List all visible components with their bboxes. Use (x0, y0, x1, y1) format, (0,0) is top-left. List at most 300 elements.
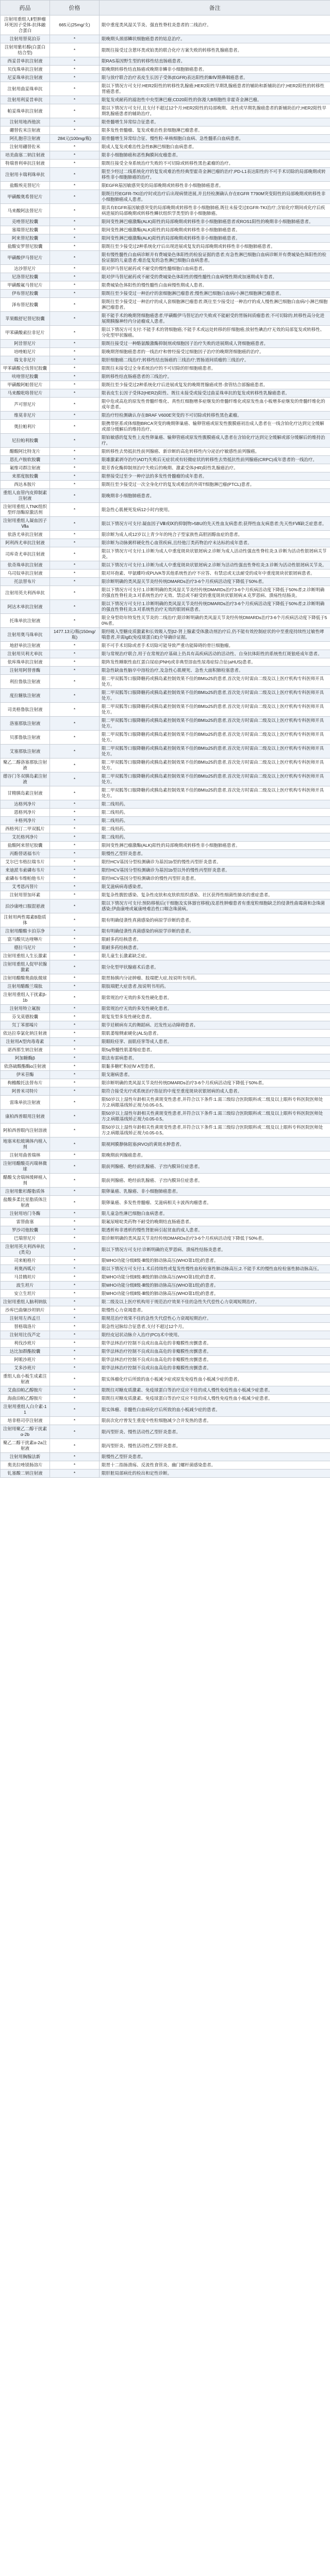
col-header-note: 备注 (100, 1, 330, 15)
note-cell: 限华法林治疗控制不良或出血高危的非瓣膜性房颤患者。 (100, 1348, 330, 1356)
price-cell: * (50, 143, 100, 151)
table-row (1, 547, 330, 561)
table-row (1, 817, 330, 825)
note-cell: 限慢性乙型肝炎患者。 (100, 850, 330, 858)
drug-name-cell: 注射用聚乙二醇干扰素α-2b (1, 1425, 50, 1439)
price-cell: * (50, 866, 100, 875)
drug-name-cell: 甲磺酸奥希替尼片 (1, 190, 50, 204)
note-cell: 限治疗经检测确认存在BRAF V600E突变的不可切除或转移性黑色素瘤。 (100, 412, 330, 420)
drug-name-cell: 托珠单抗注射液 (1, 614, 50, 628)
table-row (1, 389, 330, 398)
price-cell: * (50, 927, 100, 936)
table-row (1, 1439, 330, 1453)
price-cell: * (50, 1087, 100, 1096)
note-cell: 限阵发性睡眠性血红蛋白尿症(PNH)或非典型溶血性尿毒症综合征(aHUS)患者。 (100, 658, 330, 667)
note-cell: 限二甲双胍等口服降糖药或胰岛素控制效果不佳的BMI≥25的患者,首次处方时需由二级及以上医疗机构专科医师开具处方。 (100, 675, 330, 689)
drug-name-cell: 甲磺酸阿帕替尼片 (1, 381, 50, 389)
drug-name-cell: 注射用醋酸兰瑞肽 (1, 983, 50, 991)
drug-name-cell: 尼妥珠单抗注射液 (1, 74, 50, 82)
note-cell: 限诊断明确的类风湿关节炎经传统DMARDs治疗3-6个月疾病活动度下降低于50%者。 (100, 578, 330, 586)
table-row (1, 1013, 330, 1021)
drug-name-cell: 阿昔替尼片 (1, 340, 50, 348)
price-cell: * (50, 281, 100, 290)
price-cell: * (50, 489, 100, 503)
drug-name-cell: 安立生坦片 (1, 1290, 50, 1298)
price-cell: * (50, 104, 100, 118)
drug-name-cell: 注射用两性霉素B脂质体 (1, 913, 50, 927)
drug-name-cell: 注射用比伐芦定 (1, 1331, 50, 1339)
note-cell: 限复杂性腹腔感染、复杂性皮肤和皮肤软组织感染、社区获得性细菌性肺炎的重症患者。 (100, 891, 330, 899)
drug-name-cell: 塞瑞替尼胶囊 (1, 226, 50, 234)
table-row (1, 226, 330, 234)
note-cell: 限二线用药。 (100, 809, 330, 817)
note-cell: 限诊断明确的类风湿关节炎经传统DMARDs治疗3-6个月疾病活动度下降低于50%者。 (100, 1235, 330, 1243)
table-row (1, 600, 330, 614)
price-cell: * (50, 1046, 100, 1054)
note-cell: 限急性缺血性脑卒中溶栓治疗,及急性心肌梗死、急性大面积肺栓塞患者。 (100, 667, 330, 675)
drug-name-cell: 司库奇尤单抗注射液 (1, 547, 50, 561)
table-row (1, 290, 330, 298)
table-row (1, 1021, 330, 1030)
note-cell: 限RAS基因野生型的转移性结直肠癌患者。 (100, 57, 330, 66)
price-cell: * (50, 1339, 100, 1348)
note-cell: 限卵巢癌、乳腺癌、非小细胞肺癌患者。 (100, 1188, 330, 1196)
drug-name-cell: 注射用醋酸卡泊芬净 (1, 927, 50, 936)
price-cell: * (50, 991, 100, 1005)
note-cell: 限常规治疗无效的多发性硬化患者。 (100, 1005, 330, 1013)
drug-name-cell: 依达拉奉氯化钠注射液 (1, 1030, 50, 1038)
drug-name-cell: 达格列净片 (1, 800, 50, 809)
table-row (1, 531, 330, 539)
table-row (1, 1257, 330, 1265)
drug-name-cell: 贝那鲁肽注射液 (1, 731, 50, 745)
drug-name-cell: 康柏西普眼用注射液 (1, 1110, 50, 1124)
drug-name-cell: 西格列汀二甲双胍片 (1, 825, 50, 833)
drug-name-cell: 帕妥珠单抗注射液 (1, 104, 50, 118)
table-row (1, 1124, 330, 1137)
table-row (1, 481, 330, 489)
price-cell: * (50, 547, 100, 561)
note-cell: 限WHO功能分级Ⅱ级-Ⅲ级的肺动脉高压(WHO第1组)的患者。 (100, 1290, 330, 1298)
price-cell: * (50, 464, 100, 472)
note-cell: 限雄激素剥夺治疗(ADT)失败后无症状或有轻微症状的转移性去势抵抗性前列腺癌(CRPC)成年患者的一线治疗。 (100, 456, 330, 464)
note-cell: 限慢性心力衰竭患者。 (100, 1306, 330, 1315)
drug-name-cell: 马来酸阿法替尼片 (1, 204, 50, 218)
table-row (1, 1063, 330, 1071)
drug-name-cell: 注射用重组人Ⅱ型肿瘤坏死因子受体-抗体融合蛋白 (1, 15, 50, 35)
price-cell: * (50, 1124, 100, 1137)
note-cell: 限50岁以上湿性年龄相关性黄斑变性患者,并符合以下条件:1.需三级综合医院眼科或二级及以上眼科专科医院医师处方;2.病眼基线矫正视力0.05-0.5。 (100, 1110, 330, 1124)
drug-name-cell: 地塞米松玻璃体内植入剂 (1, 1137, 50, 1151)
table-row (1, 758, 330, 772)
note-cell: 限晚期前列腺癌患者。 (100, 1151, 330, 1160)
price-cell: * (50, 1110, 100, 1124)
price-cell: * (50, 381, 100, 389)
note-cell: 限卵巢癌、多发性骨髓瘤、艾滋病相关卡波西肉瘤患者。 (100, 1196, 330, 1210)
table-row (1, 1403, 330, 1417)
drug-name-cell: 丙酚替诺福韦片 (1, 850, 50, 858)
table-row (1, 43, 330, 57)
drug-name-cell: 硼替佐米注射液 (1, 127, 50, 135)
drug-name-cell: 来那度胺胶囊 (1, 472, 50, 481)
drug-name-cell: 伊米苷酶 (1, 1071, 50, 1079)
note-cell: 限晚期非小细胞肺癌患者。 (100, 489, 330, 503)
price-cell: * (50, 204, 100, 218)
price-cell: * (50, 1386, 100, 1395)
price-cell: * (50, 578, 100, 586)
table-row (1, 1461, 330, 1469)
table-row (1, 373, 330, 381)
note-cell: 限眼睑痉挛、面肌痉挛等成人患者。 (100, 1038, 330, 1046)
table-row (1, 204, 330, 218)
table-row (1, 273, 330, 281)
note-cell: 限经HCV基因分型检测确诊的慢性丙型肝炎患者。 (100, 875, 330, 883)
price-cell: * (50, 1188, 100, 1196)
note-cell: 限50岁以上湿性年龄相关性黄斑变性患者,并符合以下条件:1.需三级综合医院眼科或二级及以上眼科专科医院医师处方;2.病眼基线矫正视力0.05-0.5。 (100, 1124, 330, 1137)
drug-name-cell: 注射用阿替普酶 (1, 667, 50, 675)
price-cell: * (50, 118, 100, 127)
note-cell: 限对环孢素、甲氨蝶呤或PUVA等其他系统性治疗不应答、有禁忌或无法耐受的成年中重度斑块状银屑病患者。 (100, 570, 330, 578)
drug-name-cell: 马来酸吡咯替尼片 (1, 389, 50, 398)
price-cell: * (50, 614, 100, 628)
note-cell: 限丙型肝炎、慢性活动性乙型肝炎患者。 (100, 1425, 330, 1439)
table-row (1, 1137, 330, 1151)
table-row (1, 234, 330, 243)
drug-name-cell: 司美格鲁肽注射液 (1, 703, 50, 717)
note-cell: 限以下情况方可支付:1.诊断明确的类风湿关节炎经传统DMARDs治疗3-6个月疾病活动度下降低于50%者;2.诊断明确的强直性脊柱炎;3.对系统性治疗无效的银屑病患者。 (100, 600, 330, 614)
drug-name-cell: 培非格司亭注射液 (1, 1417, 50, 1425)
drug-name-cell: 达比加群酯胶囊 (1, 1348, 50, 1356)
table-row (1, 578, 330, 586)
drug-name-cell: 注射用重组人干扰素β-1b (1, 991, 50, 1005)
price-cell: * (50, 472, 100, 481)
table-row (1, 944, 330, 952)
note-cell: 限经HCV基因分型检测确诊为基因1b型以外的慢性丙型肝炎患者。 (100, 866, 330, 875)
table-row (1, 772, 330, 786)
table-row (1, 35, 330, 43)
price-cell: * (50, 772, 100, 786)
drug-name-cell: 尼拉帕利胶囊 (1, 434, 50, 448)
note-cell: 限既往至少接受过一次全身化疗的复发或难治的外周T细胞淋巴瘤(PTCL)患者。 (100, 481, 330, 489)
note-cell: 限费城染色体阳性的慢性髓性白血病慢性期成人患者。 (100, 281, 330, 290)
table-row (1, 833, 330, 842)
drug-name-cell: 芬戈莫德胶囊 (1, 1013, 50, 1021)
drug-name-cell: 注射用醋酸奥曲肽微球 (1, 974, 50, 983)
drug-name-cell: 阿达木单抗注射液 (1, 600, 50, 614)
price-cell: * (50, 703, 100, 717)
table-row (1, 991, 330, 1005)
price-cell: * (50, 1290, 100, 1298)
note-cell: 限既往至少接受过一种治疗的套细胞淋巴瘤患者;慢性淋巴细胞白血病/小淋巴细胞淋巴瘤患者。 (100, 290, 330, 298)
price-cell: * (50, 448, 100, 456)
drug-name-cell: 依洛尤单抗注射液 (1, 531, 50, 539)
drug-name-cell: 呋喹替尼胶囊 (1, 373, 50, 381)
price-cell: * (50, 1210, 100, 1218)
drug-name-cell: 注射用硼替佐米 (1, 143, 50, 151)
price-cell: * (50, 650, 100, 658)
note-cell: 限经吸入型糖皮质激素和长效吸入型β2-肾上腺素受体激动剂治疗后,仍不能有效控制症状的中至重度持续性过敏性哮喘患者,并需IgE(免疫球蛋白E)介导确诊证据。 (100, 628, 330, 642)
drug-name-cell: 注射用重组人白介素-11 (1, 1403, 50, 1417)
table-row (1, 1243, 330, 1257)
table-row (1, 960, 330, 974)
price-cell: * (50, 434, 100, 448)
note-cell: 限芳香化酶抑制剂治疗失败后的晚期、激素受体(HR)阳性乳腺癌治疗。 (100, 464, 330, 472)
drug-name-cell: 注射用紫杉醇脂质体 (1, 1188, 50, 1196)
drug-name-cell: 索磷布韦维帕他韦片 (1, 875, 50, 883)
note-cell: 限复发型多发性硬化患者。 (100, 1013, 330, 1021)
note-cell: 限至少经过二线系统化疗的复发或难治性经典型霍奇金淋巴瘤的治疗;PD-L1表达阳性的不可手术切除的局部晚期或转移性非小细胞肺癌的治疗。 (100, 168, 330, 182)
table-row (1, 57, 330, 66)
price-cell: * (50, 1469, 100, 1478)
table-row (1, 717, 330, 731)
note-cell: 限耐多药结核患者。 (100, 936, 330, 944)
price-cell: * (50, 731, 100, 745)
price-cell: * (50, 913, 100, 927)
drug-name-cell: 雷替曲塞 (1, 1218, 50, 1226)
drug-name-cell: 卡格列净片 (1, 817, 50, 825)
note-cell: 限不能手术的晚期肾细胞癌患者;甲磺酸伊马替尼治疗失败或不能耐受的胃肠间质瘤患者;不可切除的,转移性高分化进展期胰腺神经内分泌瘤成人患者。 (100, 312, 330, 326)
table-row (1, 135, 330, 143)
note-cell: 限成人复发或难治性急性B淋巴细胞白血病患者。 (100, 143, 330, 151)
table-row (1, 1054, 330, 1063)
price-cell: * (50, 899, 100, 913)
table-row (1, 182, 330, 190)
price-cell: * (50, 809, 100, 817)
price-cell: * (50, 1395, 100, 1403)
table-row (1, 850, 330, 858)
table-row (1, 517, 330, 531)
table-row (1, 82, 330, 96)
drug-name-cell: 利拉鲁肽注射液 (1, 675, 50, 689)
drug-name-cell: 克唑替尼胶囊 (1, 218, 50, 226)
drug-name-cell: 甘精胰岛素注射液 (1, 786, 50, 800)
drug-name-cell: 利伐沙班片 (1, 1339, 50, 1348)
table-row (1, 899, 330, 913)
table-row (1, 464, 330, 472)
note-cell: 限既往未接受过全身系统治疗的不可切除的肝细胞癌患者。 (100, 365, 330, 373)
price-cell: * (50, 1453, 100, 1461)
table-row (1, 1030, 330, 1038)
table-row (1, 675, 330, 689)
drug-name-cell: 泽布替尼胶囊 (1, 298, 50, 312)
price-cell: * (50, 600, 100, 614)
note-cell: 限急性心肌梗死发病12小时内使用。 (100, 503, 330, 517)
note-cell: 限以下情况方可支付:1.术后持续性或复发性慢性血栓栓塞性肺动脉高压;2.不能手术的慢性血栓栓塞性肺动脉高压。 (100, 1265, 330, 1273)
drug-name-cell: 盐酸埃克替尼片 (1, 182, 50, 190)
note-cell: 限多发性骨髓瘤、复发或难治性套细胞淋巴瘤患者。 (100, 127, 330, 135)
note-cell: 限WHO功能分级Ⅱ级-Ⅲ级的肺动脉高压(WHO第1组)的患者。 (100, 1273, 330, 1282)
note-cell: 限二甲双胍等口服降糖药或胰岛素控制效果不佳的BMI≥25的患者,首次处方时需由二级及以上医疗机构专科医师开具处方。 (100, 758, 330, 772)
table-row (1, 312, 330, 326)
note-cell: 限肝细胞癌二线治疗;转移性结直肠癌的三线治疗;胃肠道间质瘤的三线治疗。 (100, 356, 330, 365)
price-cell: * (50, 348, 100, 356)
table-row (1, 1453, 330, 1461)
drug-name-cell: 艾尔巴韦格拉瑞韦片 (1, 858, 50, 866)
note-cell: 限5q脊髓性肌萎缩症患者。 (100, 1046, 330, 1054)
drug-name-cell: 托法替布片 (1, 578, 50, 586)
table-row (1, 1386, 330, 1395)
table-row (1, 381, 330, 389)
drug-name-cell: 奥拉帕利片 (1, 420, 50, 434)
drug-name-cell: 伊布替尼胶囊 (1, 290, 50, 298)
table-row (1, 1306, 330, 1315)
table-row (1, 983, 330, 991)
drug-name-cell: 海曲泊帕乙醇胺片 (1, 1395, 50, 1403)
drug-name-cell: 洛塞那肽注射液 (1, 717, 50, 731)
drug-name-cell: 西达本胺片 (1, 481, 50, 489)
table-row (1, 340, 330, 348)
note-cell: 限铂敏感的复发性上皮性卵巢癌、输卵管癌或原发性腹膜癌成人患者在含铂化疗达到完全缓解或部分缓解后的维持治疗。 (100, 434, 330, 448)
table-row (1, 96, 330, 104)
table-row (1, 127, 330, 135)
drug-name-cell: 盐酸多柔比星脂质体注射液 (1, 1196, 50, 1210)
table-row (1, 1348, 330, 1356)
price-cell: * (50, 1054, 100, 1063)
drug-name-cell: 艾考恩丙替片 (1, 883, 50, 891)
drug-name-cell: 依洛硫酸酯酶α注射液 (1, 1063, 50, 1071)
note-cell: 限晚期头颈部鳞状细胞癌患者的姑息治疗。 (100, 35, 330, 43)
note-cell: 限以下情况方可支付:1.诊断明确的类风湿关节炎经传统DMARDs治疗3-6个月疾病活动度下降低于50%者;2.诊断明确的强直性脊柱炎;3.对系统性治疗无效、禁忌或不耐受的重度斑块状银屑病;4.克罗恩病、溃疡性结肠炎。 (100, 586, 330, 600)
note-cell: 限既往至少接受过2种系统化疗后出现进展或复发的局部晚期或转移性非小细胞肺癌患者。 (100, 243, 330, 251)
note-cell: 限以下情况方可支付:HER2阳性的转移性乳腺癌;HER2阳性早期乳腺癌患者的辅助和新辅助治疗;HER2阳性的转移性胃癌患者。 (100, 82, 330, 96)
drug-name-cell: 艾曲泊帕乙醇胺片 (1, 1386, 50, 1395)
drug-name-cell: 注射用曲妥珠单抗 (1, 82, 50, 96)
note-cell: 限有慢性髓性白血病诊断并有费城染色体阳性的检验证据的患者;有急性淋巴细胞白血病诊断并有费城染色体阳性的检验证据的儿童患者;难治复发的急性淋巴细胞白血病患者。 (100, 251, 330, 265)
table-row (1, 1210, 330, 1218)
table-row (1, 489, 330, 503)
note-cell: 限华法林治疗控制不良或出血高危的非瓣膜性房颤患者。 (100, 1364, 330, 1372)
table-row (1, 858, 330, 866)
price-cell: * (50, 800, 100, 809)
drug-name-cell: 达沙替尼片 (1, 265, 50, 273)
drug-name-cell: 氟维司群注射液 (1, 464, 50, 472)
table-body (1, 15, 330, 1478)
table-row (1, 745, 330, 758)
price-cell: * (50, 1331, 100, 1339)
price-cell: * (50, 190, 100, 204)
note-cell: 限携带胚系或体细胞BRCA突变的晚期卵巢癌、输卵管癌或原发性腹膜癌初治成人患者在一线含铂化疗达到完全缓解或部分缓解后的维持治疗。 (100, 420, 330, 434)
note-cell: 限符合接受光疗或系统治疗指征的中度至重度斑块状银屑病的成人患者。 (100, 1087, 330, 1096)
note-cell: 限与常规治疗联合,用于在常规治疗基础上仍具有高疾病活动的活动性、自身抗体阳性的系统性红斑狼疮成年患者。 (100, 650, 330, 658)
price-cell: 665元(25mg/支) (50, 15, 100, 35)
drug-name-cell: 聚乙二醇洛塞那肽注射液 (1, 758, 50, 772)
table-row (1, 265, 330, 273)
note-cell: 限既往对糖皮质激素、免疫球蛋白等治疗反应不佳的成人慢性免疫性血小板减少症患者。 (100, 1395, 330, 1403)
price-cell: * (50, 658, 100, 667)
price-cell: * (50, 243, 100, 251)
note-cell: 限诊断明确的类风湿关节炎经传统DMARDs治疗3-6个月疾病活动度下降低于50%者。 (100, 1079, 330, 1087)
drug-name-cell: 诺西那生钠注射液 (1, 1046, 50, 1054)
price-cell: * (50, 1364, 100, 1372)
price-cell: * (50, 265, 100, 273)
note-cell: 限不可手术切除或者手术切除可能导致严重功能障碍的骨巨细胞瘤。 (100, 642, 330, 650)
note-cell: 限对伊马替尼耐药或不耐受的慢性髓细胞白血病患者。 (100, 265, 330, 273)
note-cell: 限间变性淋巴瘤激酶(ALK)阳性的局部晚期或转移性非小细胞肺癌患者。 (100, 226, 330, 234)
drug-name-cell: 注射用A型肉毒毒素 (1, 1038, 50, 1046)
price-cell: * (50, 960, 100, 974)
drug-name-cell: 德谷门冬双胰岛素注射液 (1, 772, 50, 786)
drug-name-cell: 培美曲塞二钠注射液 (1, 151, 50, 160)
table-row (1, 974, 330, 983)
note-cell: 限EGFR基因敏感突变的局部晚期或转移性非小细胞肺癌患者。 (100, 182, 330, 190)
col-header-drug: 药品 (1, 1, 50, 15)
price-cell: * (50, 1137, 100, 1151)
price-cell: * (50, 96, 100, 104)
drug-name-cell: 盐酸安罗替尼胶囊 (1, 243, 50, 251)
price-cell: * (50, 858, 100, 866)
table-row (1, 218, 330, 226)
table-row (1, 689, 330, 703)
table-row (1, 866, 330, 875)
table-row (1, 1160, 330, 1174)
drug-name-cell: 苹果酸舒尼替尼胶囊 (1, 312, 50, 326)
drug-name-cell: 尼洛替尼胶囊 (1, 273, 50, 281)
table-row (1, 1087, 330, 1096)
price-cell: * (50, 1417, 100, 1425)
table-row (1, 168, 330, 182)
table-row (1, 160, 330, 168)
note-cell: 限二线用药。 (100, 817, 330, 825)
note-cell: 限非小细胞肺癌和恶性胸膜间皮瘤患者。 (100, 151, 330, 160)
note-cell: 限华法林治疗控制不良或出血高危的非瓣膜性房颤患者。 (100, 1356, 330, 1364)
drug-name-cell: 司来帕格片 (1, 1257, 50, 1265)
note-cell: 限以下情况方可支付:凝血因子Ⅷ或Ⅸ的抑制物>5BU的先天性血友病患者;获得性血友病患者;先天性FⅦ缺乏症患者。 (100, 517, 330, 531)
table-row (1, 1339, 330, 1348)
table-row (1, 434, 330, 448)
note-cell: 限既往接受全身系统治疗失败的不可切除或转移性黑色素瘤的治疗。 (100, 160, 330, 168)
table-row (1, 927, 330, 936)
table-row (1, 913, 330, 927)
note-cell: 限中重度类风湿关节炎、强直性脊柱炎患者的二线治疗。 (100, 15, 330, 35)
note-cell: 限WHO功能分级Ⅱ级-Ⅲ级的肺动脉高压(WHO第1组)的患者。 (100, 1282, 330, 1290)
note-cell: 限亨廷顿病有关的舞蹈病、迟发性运动障碍患者。 (100, 1021, 330, 1030)
drug-name-cell: 阿加糖酶β (1, 1054, 50, 1063)
price-cell: * (50, 66, 100, 74)
note-cell: 限间变性淋巴瘤激酶(ALK)阳性的局部晚期或转移性非小细胞肺癌患者。 (100, 842, 330, 850)
price-cell: * (50, 936, 100, 944)
note-cell: 限晚期转移性结直肠癌或晚期非鳞非小细胞肺癌患者。 (100, 66, 330, 74)
price-cell: * (50, 891, 100, 899)
price-cell: * (50, 1265, 100, 1273)
table-row (1, 1096, 330, 1110)
table-row (1, 1315, 330, 1323)
price-cell: * (50, 1005, 100, 1013)
drug-name-cell: 甲苯磺酸索拉非尼片 (1, 326, 50, 340)
drug-name-cell: 甲磺酸伊马替尼片 (1, 251, 50, 265)
note-cell: 限以下情况方可支付,且支付不超过12个月:HER2阳性的局部晚期、炎性或早期乳腺癌患者的新辅助治疗;HER2阳性早期乳腺癌患者的辅助治疗。 (100, 104, 330, 118)
table-row (1, 420, 330, 434)
drug-name-cell: 阿柏西普眼内注射溶液 (1, 1124, 50, 1137)
table-row (1, 243, 330, 251)
table-row (1, 356, 330, 365)
price-cell: * (50, 298, 100, 312)
price-cell: * (50, 373, 100, 381)
price-cell: * (50, 1160, 100, 1174)
table-row (1, 1323, 330, 1331)
drug-name-cell: 重组人血小板生成素注射液 (1, 1372, 50, 1386)
price-cell: * (50, 356, 100, 365)
note-cell: 限二甲双胍等口服降糖药或胰岛素控制效果不佳的BMI≥25的患者,首次处方时需由二级及以上医疗机构专科医师开具处方。 (100, 717, 330, 731)
note-cell: 限经HCV基因分型检测确诊为基因1b型的慢性丙型肝炎患者。 (100, 858, 330, 866)
drug-name-cell: 甲磺酸氟马替尼片 (1, 281, 50, 290)
price-cell: * (50, 389, 100, 398)
note-cell: 限二线用药。 (100, 825, 330, 833)
note-cell: 限黏多糖贮积症Ⅳ A型患者。 (100, 1063, 330, 1071)
table-row (1, 74, 330, 82)
table-row (1, 1196, 330, 1210)
drug-name-cell: 醋酸戈舍瑞林缓释植入剂 (1, 1174, 50, 1188)
note-cell: 限中危或高危的原发性骨髓纤维化、真性红细胞增多症继发的骨髓纤维化或原发性血小板增多症继发的骨髓纤维化的成年患者。 (100, 398, 330, 412)
